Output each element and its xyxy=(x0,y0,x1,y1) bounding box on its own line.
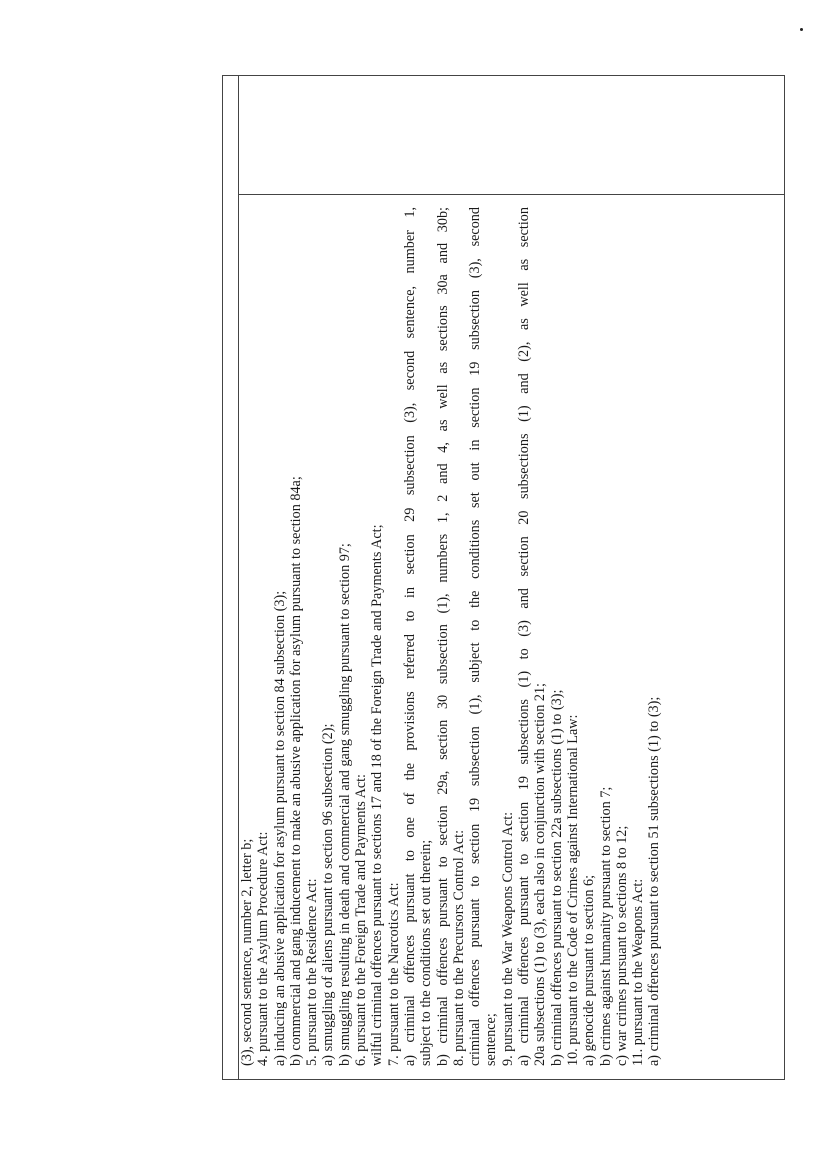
text-line: sentence; xyxy=(483,1013,500,1066)
text-line: 5. pursuant to the Residence Act: xyxy=(304,878,321,1066)
text-line: 6. pursuant to the Foreign Trade and Payments Act: xyxy=(353,774,370,1066)
text-line: a) criminal offences pursuant to section 51 subsections (1) to (3); xyxy=(646,696,663,1066)
text-line: 8. pursuant to the Precursors Control Act: xyxy=(450,829,467,1066)
text-line: subject to the conditions set out therein; xyxy=(418,839,435,1066)
table-row-divider xyxy=(239,194,784,195)
text-line: a) criminal offences pursuant to section 19 subsections (1) to (3) and section 20 subsections (1) and (2), as well as section xyxy=(516,207,533,1066)
text-line: a) smuggling of aliens pursuant to section 96 subsection (2); xyxy=(320,723,337,1066)
text-line: criminal offences pursuant to section 19 subsection (1), subject to the conditions set out in section 19 subsection (3), second xyxy=(467,207,484,1066)
text-line: b) commercial and gang inducement to make an abusive application for asylum pursuant to section 84a; xyxy=(287,476,304,1066)
text-line: b) smuggling resulting in death and commercial and gang smuggling pursuant to section 97; xyxy=(336,543,353,1066)
text-line: 9. pursuant to the War Weapons Control Act: xyxy=(499,811,516,1066)
text-line: b) criminal offences pursuant to section 22a subsections (1) to (3); xyxy=(548,689,565,1066)
text-line: (3), second sentence, number 2, letter b; xyxy=(239,838,255,1066)
text-line: 20a subsections (1) to (3), each also in conjunction with section 21; xyxy=(532,683,549,1066)
text-line: b) crimes against humanity pursuant to section 7; xyxy=(597,786,614,1066)
text-line: a) criminal offences pursuant to one of the provisions referred to in section 29 subsection (3), second sentence, number 1, xyxy=(401,207,418,1066)
text-line: 11. pursuant to the Weapons Act: xyxy=(630,878,647,1066)
text-line: 4. pursuant to the Asylum Procedure Act: xyxy=(255,831,272,1066)
rotated-legal-text xyxy=(237,201,775,1066)
scan-speck xyxy=(800,28,803,31)
text-line: a) genocide pursuant to section 6; xyxy=(581,874,598,1066)
text-line: wilful criminal offences pursuant to sections 17 and 18 of the Foreign Trade and Payments Act; xyxy=(369,524,386,1066)
text-line: 7. pursuant to the Narcotics Act: xyxy=(385,882,402,1066)
text-line: c) war crimes pursuant to sections 8 to 12; xyxy=(613,825,630,1066)
text-line: a) inducing an abusive application for asylum pursuant to section 84 subsection (3); xyxy=(271,590,288,1066)
text-line: 10. pursuant to the Code of Crimes against International Law: xyxy=(564,714,581,1066)
text-line: b) criminal offences pursuant to section 29a, section 30 subsection (1), numbers 1, 2 and 4, as well as sections 30a and 30b; xyxy=(434,207,451,1066)
